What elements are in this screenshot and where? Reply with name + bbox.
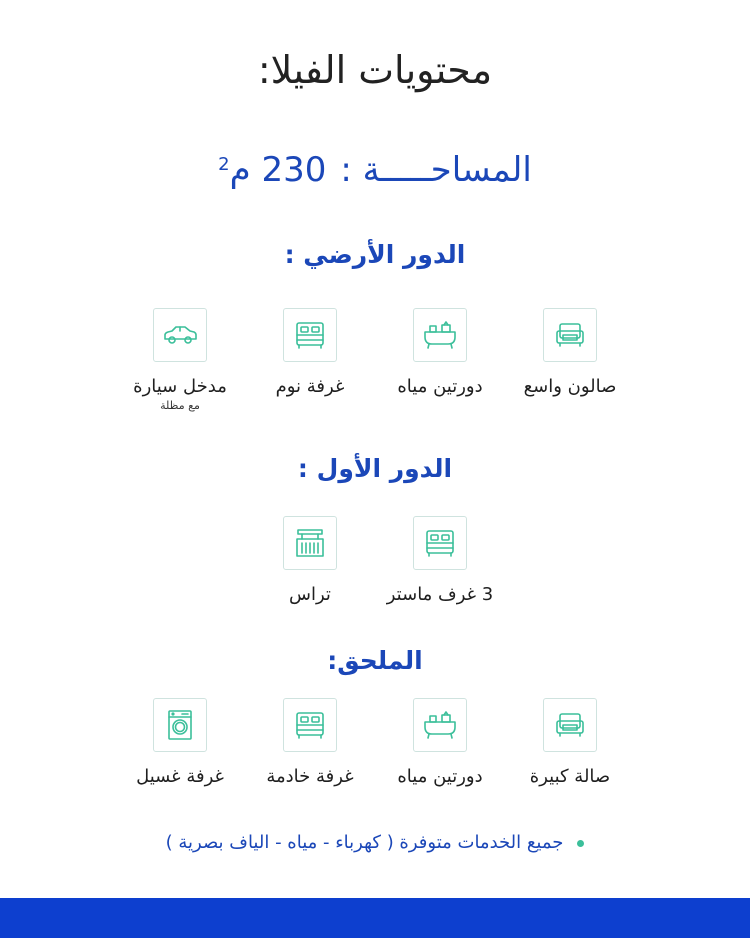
- item-label: غرفة غسيل: [136, 766, 224, 787]
- first-item-master-rooms: [375, 516, 505, 605]
- ground-item-bedroom: [245, 308, 375, 397]
- ground-floor-items: [0, 308, 750, 438]
- bed-icon: [413, 516, 467, 570]
- item-label: دورتين مياه: [397, 766, 483, 787]
- item-label: 3 غرف ماستر: [386, 584, 494, 605]
- item-label: صالون واسع: [523, 376, 617, 397]
- ground-item-salon: [505, 308, 635, 397]
- ground-item-car-entrance: [115, 308, 245, 412]
- car-icon: [153, 308, 207, 362]
- bed-icon: [283, 698, 337, 752]
- footer-bar: [0, 898, 750, 938]
- annex-item-hall: [505, 698, 635, 787]
- item-label: غرفة نوم: [275, 376, 345, 397]
- area-unit-power: 2: [218, 154, 230, 175]
- services-note-text: جميع الخدمات متوفرة ( كهرباء - مياه - الياف بصرية ): [165, 832, 564, 853]
- sofa-icon: [543, 308, 597, 362]
- bed-icon: [283, 308, 337, 362]
- bathtub-icon: [413, 698, 467, 752]
- services-note: [0, 832, 750, 853]
- annex-item-laundry: [115, 698, 245, 787]
- item-sublabel: مع مظلة: [160, 399, 200, 412]
- bathtub-icon: [413, 308, 467, 362]
- item-label: تراس: [289, 584, 331, 605]
- annex-item-bathrooms: [375, 698, 505, 787]
- annex-item-maid-room: [245, 698, 375, 787]
- item-label: مدخل سيارة: [133, 376, 227, 397]
- sofa-icon: [543, 698, 597, 752]
- area-line: [0, 150, 750, 190]
- ground-item-bathrooms: [375, 308, 505, 397]
- annex-items: [0, 698, 750, 828]
- first-item-terrace: [245, 516, 375, 605]
- item-label: صالة كبيرة: [529, 766, 611, 787]
- annex-title: الملحق:: [327, 646, 423, 675]
- page-title: محتويات الفيلا:: [257, 48, 493, 92]
- first-floor-items: [0, 516, 750, 646]
- terrace-icon: [283, 516, 337, 570]
- washing-machine-icon: [153, 698, 207, 752]
- area-value: 230: [261, 150, 327, 190]
- bullet-icon: [577, 840, 584, 847]
- ground-floor-title: الدور الأرضي :: [284, 240, 466, 269]
- first-floor-title: الدور الأول :: [297, 454, 453, 483]
- item-label: دورتين مياه: [397, 376, 483, 397]
- area-unit: م: [229, 150, 251, 190]
- item-label: غرفة خادمة: [266, 766, 354, 787]
- area-label: المساحـــــة :: [340, 150, 532, 190]
